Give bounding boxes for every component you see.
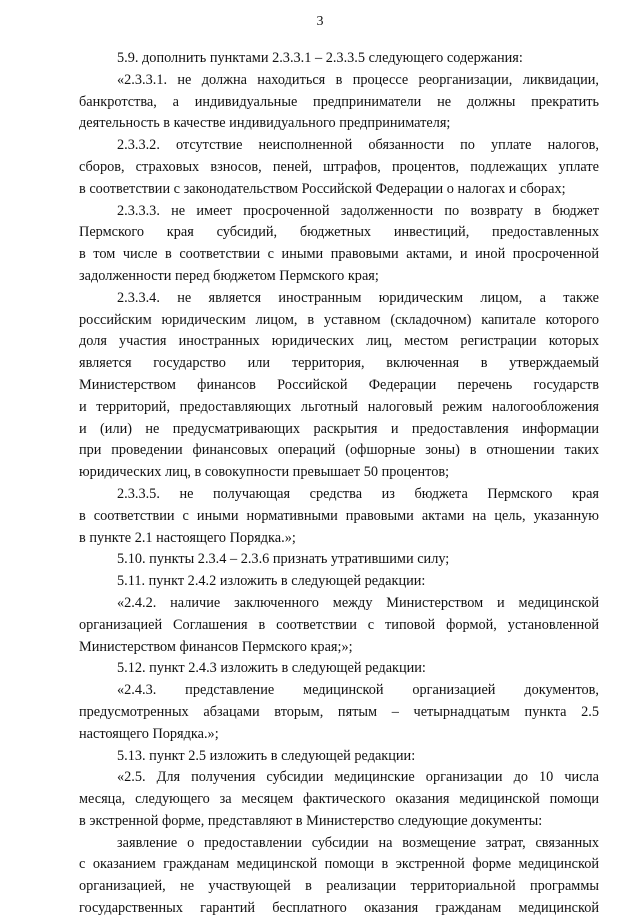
text-line: «2.3.3.1. не должна находиться в процессе реорганизации, ликвидации, xyxy=(117,71,599,88)
text-line: деятельность в качестве индивидуального предпринимателя; xyxy=(79,115,451,132)
text-line: заявление о предоставлении субсидии на возмещение затрат, связанных xyxy=(117,834,599,851)
text-line: в соответствии с законодательством Российской Федерации о налогах и сборах; xyxy=(79,180,566,197)
text-line: является государство или территория, включенная в утверждаемый xyxy=(79,355,599,372)
text-line: месяца, следующего за месяцем фактического оказания медицинской помощи xyxy=(79,791,599,808)
text-line: доля участия иностранных юридических лиц, местом регистрации которых xyxy=(79,333,599,350)
text-line: в экстренной форме, представляют в Министерство следующие документы: xyxy=(79,812,543,829)
page-number: 3 xyxy=(316,14,324,29)
text-line: задолженности перед бюджетом Пермского края; xyxy=(79,267,379,284)
text-line: 5.11. пункт 2.4.2 изложить в следующей редакции: xyxy=(117,573,426,590)
text-line: и территорий, предоставляющих льготный налоговый режим налогообложения xyxy=(79,398,599,415)
text-line: при проведении финансовых операций (офшорные зоны) в отношении таких xyxy=(79,442,599,459)
text-line: Пермского края субсидий, бюджетных инвестиций, предоставленных xyxy=(79,224,599,241)
text-line: настоящего Порядка.»; xyxy=(79,725,219,742)
text-line: «2.4.3. представление медицинской организацией документов, xyxy=(117,682,599,699)
text-line: в пункте 2.1 настоящего Порядка.»; xyxy=(79,529,296,546)
text-line: «2.4.2. наличие заключенного между Министерством и медицинской xyxy=(117,594,599,611)
text-line: в том числе в соответствии с иными правовыми актами, и иной просроченной xyxy=(79,246,599,263)
text-line: Министерством финансов Пермского края;»; xyxy=(79,638,353,655)
text-line: сборов, страховых взносов, пеней, штрафов, процентов, подлежащих уплате xyxy=(79,158,599,175)
text-line: 2.3.3.4. не является иностранным юридическим лицом, а также xyxy=(117,289,599,306)
text-line: в соответствии с иными нормативными правовыми актами на цель, указанную xyxy=(79,507,599,524)
text-line: 5.9. дополнить пунктами 2.3.3.1 – 2.3.3.5 следующего содержания: xyxy=(117,50,523,66)
text-line: банкротства, а индивидуальные предприниматели не должны прекратить xyxy=(79,93,599,110)
text-line: государственных гарантий бесплатного оказания гражданам медицинской xyxy=(79,900,599,917)
text-line: 5.10. пункты 2.3.4 – 2.3.6 признать утратившими силу; xyxy=(117,551,450,568)
text-line: 2.3.3.5. не получающая средства из бюджета Пермского края xyxy=(117,485,599,502)
text-line: юридических лиц, в совокупности превышает 50 процентов; xyxy=(79,464,450,481)
text-line: «2.5. Для получения субсидии медицинские организации до 10 числа xyxy=(117,769,599,786)
text-line: с оказанием гражданам медицинской помощи в экстренной форме медицинской xyxy=(79,856,599,873)
text-line: Министерством финансов Российской Федерации перечень государств xyxy=(79,376,599,393)
document-body xyxy=(79,48,599,920)
text-line: российским юридическим лицом, в уставном (складочном) капитале которого xyxy=(79,311,599,328)
text-line: и (или) не предусматривающих раскрытия и предоставления информации xyxy=(79,420,599,437)
text-line: 2.3.3.3. не имеет просроченной задолженности по возврату в бюджет xyxy=(117,202,599,219)
text-line: 5.13. пункт 2.5 изложить в следующей редакции: xyxy=(117,747,416,764)
text-line: 5.12. пункт 2.4.3 изложить в следующей редакции: xyxy=(117,660,426,677)
text-line: организацией, не участвующей в реализации территориальной программы xyxy=(79,878,599,895)
text-line: 2.3.3.2. отсутствие неисполненной обязанности по уплате налогов, xyxy=(117,137,599,154)
text-line: предусмотренных абзацами вторым, пятым – четырнадцатым пункта 2.5 xyxy=(79,703,599,720)
text-line: организацией Соглашения в соответствии с типовой формой, установленной xyxy=(79,616,599,633)
